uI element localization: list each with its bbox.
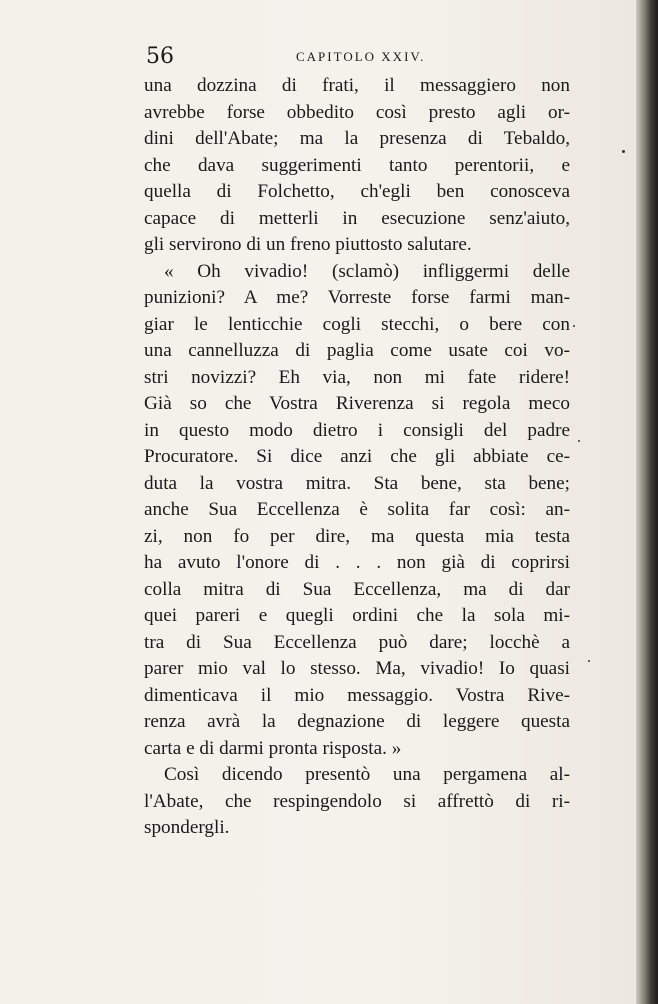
paper-speck: [588, 660, 590, 662]
text-line: parer mio val lo stesso. Ma, vivadio! Io quasi: [144, 658, 570, 679]
binding-edge-shadow: [636, 0, 658, 1004]
text-line: Già so che Vostra Riverenza si regola meco: [144, 393, 570, 414]
text-line: giar le lenticchie cogli stecchi, o bere con: [144, 313, 570, 335]
text-line: Procuratore. Si dice anzi che gli abbiate ce-: [144, 446, 570, 467]
text-line: ha avuto l'onore di . . . non già di coprirsi: [144, 552, 570, 573]
body-text: [144, 73, 570, 842]
text-line: carta e di darmi pronta risposta. »: [144, 737, 402, 759]
text-line: dimenticava il mio messaggio. Vostra Rive-: [144, 684, 570, 706]
text-line: colla mitra di Sua Eccellenza, ma di dar: [144, 578, 570, 600]
text-line: duta la vostra mitra. Sta bene, sta bene;: [144, 472, 570, 494]
page-number: 56: [146, 44, 174, 69]
text-line: l'Abate, che respingendolo si affrettò di ri-: [144, 790, 570, 812]
text-line: anche Sua Eccellenza è solita far così: an-: [144, 499, 570, 520]
text-line: avrebbe forse obbedito così presto agli or-: [144, 101, 570, 123]
text-line: tra di Sua Eccellenza può dare; locchè a: [144, 631, 570, 653]
text-line: quei pareri e quegli ordini che la sola mi-: [144, 605, 570, 626]
text-line: renza avrà la degnazione di leggere questa: [144, 711, 570, 732]
paper-speck: [578, 440, 580, 442]
paper-speck: [573, 325, 575, 327]
paper-speck: [622, 150, 625, 153]
text-line: che dava suggerimenti tanto perentorii, e: [144, 154, 570, 176]
text-line: spondergli.: [144, 817, 230, 838]
text-line: zi, non fo per dire, ma questa mia testa: [144, 525, 570, 547]
text-line: dini dell'Abate; ma la presenza di Tebaldo,: [144, 128, 570, 149]
page-header: [146, 44, 566, 74]
text-line: quella di Folchetto, ch'egli ben conosceva: [144, 181, 570, 202]
text-line: gli servirono di un freno piuttosto salutare.: [144, 234, 472, 255]
running-title: CAPITOLO XXIV.: [296, 49, 426, 64]
text-line: « Oh vivadio! (sclamò) infliggermi delle: [164, 260, 570, 282]
text-line: punizioni? A me? Vorreste forse farmi man-: [144, 287, 570, 308]
text-line: una cannelluzza di paglia come usate coi vo-: [144, 340, 570, 361]
text-line: stri novizzi? Eh via, non mi fate ridere!: [144, 366, 570, 388]
text-line: capace di metterli in esecuzione senz'aiuto,: [144, 207, 570, 229]
text-line: in questo modo dietro i consigli del padre: [144, 419, 570, 441]
text-line: una dozzina di frati, il messaggiero non: [144, 75, 570, 96]
text-line: Così dicendo presentò una pergamena al-: [164, 764, 570, 785]
